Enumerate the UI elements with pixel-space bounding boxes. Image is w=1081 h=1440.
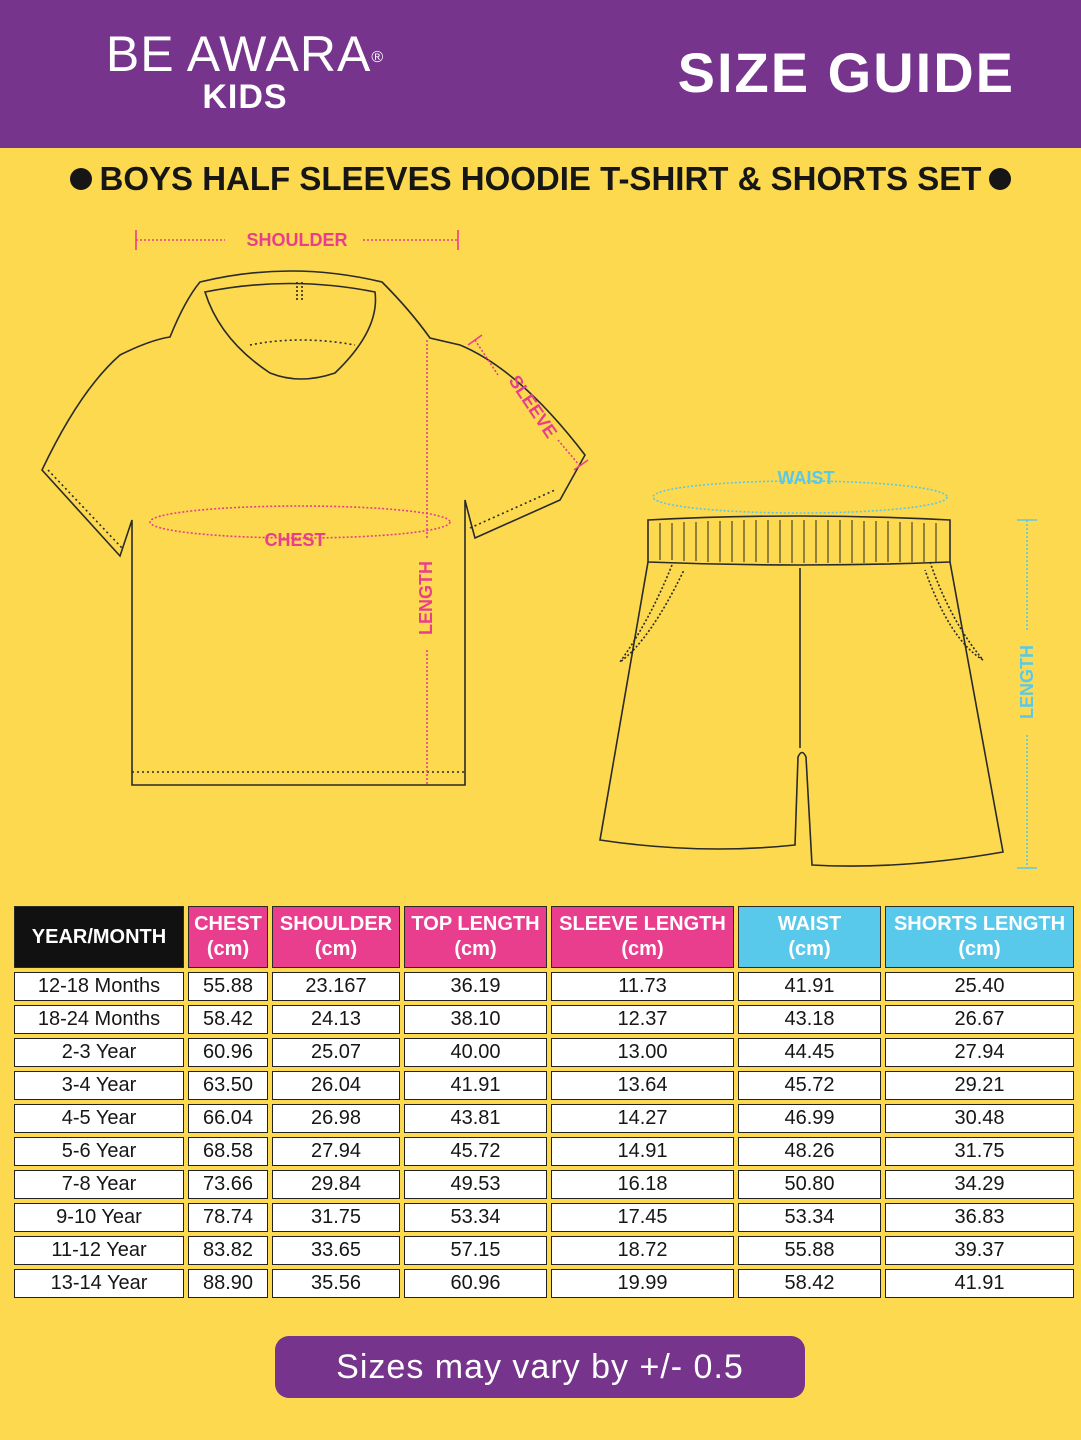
measurement-cell: 13.00 — [551, 1038, 734, 1067]
measurement-cell: 27.94 — [885, 1038, 1074, 1067]
brand-logo — [60, 28, 430, 114]
measurement-cell: 16.18 — [551, 1170, 734, 1199]
measurement-cell: 31.75 — [885, 1137, 1074, 1166]
hoodie-outline — [42, 271, 585, 785]
header-chest: CHEST (cm) — [188, 906, 268, 968]
table-row — [14, 1005, 1074, 1034]
measurement-cell: 38.10 — [404, 1005, 547, 1034]
top-length-label: LENGTH — [416, 561, 436, 635]
measurement-cell: 29.84 — [272, 1170, 400, 1199]
size-label-cell: 2-3 Year — [14, 1038, 184, 1067]
waistband-ribbing — [660, 520, 936, 563]
measurement-cell: 24.13 — [272, 1005, 400, 1034]
header-year-month: YEAR/MONTH — [14, 906, 184, 968]
measurement-cell: 58.42 — [188, 1005, 268, 1034]
measurement-cell: 50.80 — [738, 1170, 881, 1199]
measurement-cell: 31.75 — [272, 1203, 400, 1232]
shoulder-label: SHOULDER — [246, 230, 348, 250]
measurement-cell: 35.56 — [272, 1269, 400, 1298]
measurement-cell: 14.27 — [551, 1104, 734, 1133]
table-row — [14, 1071, 1074, 1100]
garment-diagram — [0, 210, 1081, 890]
measurement-cell: 33.65 — [272, 1236, 400, 1265]
measurement-cell: 60.96 — [188, 1038, 268, 1067]
table-row — [14, 1170, 1074, 1199]
page-title: SIZE GUIDE — [677, 41, 1015, 104]
measurement-cell: 14.91 — [551, 1137, 734, 1166]
measurement-cell: 26.04 — [272, 1071, 400, 1100]
measurement-cell: 49.53 — [404, 1170, 547, 1199]
header-waist: WAIST (cm) — [738, 906, 881, 968]
header-banner — [0, 0, 1081, 148]
header-shoulder: SHOULDER (cm) — [272, 906, 400, 968]
measurement-cell: 53.34 — [738, 1203, 881, 1232]
shorts-outline — [600, 516, 1003, 866]
table-row — [14, 1236, 1074, 1265]
table-row — [14, 1104, 1074, 1133]
measurement-cell: 11.73 — [551, 972, 734, 1001]
measurement-cell: 40.00 — [404, 1038, 547, 1067]
measurement-cell: 83.82 — [188, 1236, 268, 1265]
measurement-cell: 45.72 — [404, 1137, 547, 1166]
measurement-cell: 30.48 — [885, 1104, 1074, 1133]
size-label-cell: 7-8 Year — [14, 1170, 184, 1199]
table-row — [14, 972, 1074, 1001]
measurement-cell: 45.72 — [738, 1071, 881, 1100]
measurement-cell: 17.45 — [551, 1203, 734, 1232]
measurement-cell: 23.167 — [272, 972, 400, 1001]
measurement-cell: 12.37 — [551, 1005, 734, 1034]
size-label-cell: 4-5 Year — [14, 1104, 184, 1133]
measurement-cell: 44.45 — [738, 1038, 881, 1067]
measurement-cell: 55.88 — [188, 972, 268, 1001]
subtitle-text: BOYS HALF SLEEVES HOODIE T-SHIRT & SHORTS SET — [99, 160, 982, 197]
size-label-cell: 13-14 Year — [14, 1269, 184, 1298]
shorts-measure-lines — [653, 481, 1037, 868]
header-top-length: TOP LENGTH (cm) — [404, 906, 547, 968]
measurement-cell: 18.72 — [551, 1236, 734, 1265]
measurement-cell: 29.21 — [885, 1071, 1074, 1100]
measurement-cell: 41.91 — [885, 1269, 1074, 1298]
measurement-cell: 25.07 — [272, 1038, 400, 1067]
hoodie-measure-lines — [136, 230, 588, 785]
size-label-cell: 18-24 Months — [14, 1005, 184, 1034]
registered-mark: ® — [371, 49, 385, 66]
measurement-cell: 63.50 — [188, 1071, 268, 1100]
table-row — [14, 1203, 1074, 1232]
size-table-container — [10, 902, 1078, 1302]
size-table-body — [14, 972, 1074, 1298]
measurement-cell: 66.04 — [188, 1104, 268, 1133]
table-row — [14, 1269, 1074, 1298]
bullet-dot-left — [70, 168, 92, 190]
measurement-cell: 60.96 — [404, 1269, 547, 1298]
tolerance-note: Sizes may vary by +/- 0.5 — [275, 1336, 805, 1398]
shorts-length-label: LENGTH — [1017, 645, 1037, 719]
size-table — [10, 902, 1078, 1302]
measurement-cell: 27.94 — [272, 1137, 400, 1166]
measurement-cell: 36.19 — [404, 972, 547, 1001]
measurement-cell: 68.58 — [188, 1137, 268, 1166]
size-label-cell: 11-12 Year — [14, 1236, 184, 1265]
size-label-cell: 9-10 Year — [14, 1203, 184, 1232]
chest-label: CHEST — [264, 530, 326, 550]
sleeve-label: SLEEVE — [504, 371, 562, 442]
measurement-cell: 26.67 — [885, 1005, 1074, 1034]
measurement-cell: 43.81 — [404, 1104, 547, 1133]
product-subtitle — [0, 160, 1081, 198]
measurement-cell: 34.29 — [885, 1170, 1074, 1199]
waist-label: WAIST — [777, 468, 835, 488]
measurement-cell: 57.15 — [404, 1236, 547, 1265]
measurement-cell: 25.40 — [885, 972, 1074, 1001]
header-sleeve-length: SLEEVE LENGTH (cm) — [551, 906, 734, 968]
measurement-cell: 78.74 — [188, 1203, 268, 1232]
measurement-cell: 58.42 — [738, 1269, 881, 1298]
measurement-cell: 13.64 — [551, 1071, 734, 1100]
brand-name: BE AWARA — [105, 26, 372, 82]
measurement-cell: 26.98 — [272, 1104, 400, 1133]
measurement-cell: 48.26 — [738, 1137, 881, 1166]
size-label-cell: 3-4 Year — [14, 1071, 184, 1100]
measurement-cell: 41.91 — [738, 972, 881, 1001]
table-header-row — [14, 906, 1074, 968]
bullet-dot-right — [989, 168, 1011, 190]
measurement-cell: 73.66 — [188, 1170, 268, 1199]
measurement-cell: 46.99 — [738, 1104, 881, 1133]
measurement-cell: 53.34 — [404, 1203, 547, 1232]
brand-sub: KIDS — [202, 78, 288, 116]
measurement-cell: 55.88 — [738, 1236, 881, 1265]
size-label-cell: 5-6 Year — [14, 1137, 184, 1166]
measurement-cell: 36.83 — [885, 1203, 1074, 1232]
measurement-cell: 88.90 — [188, 1269, 268, 1298]
header-shorts-length: SHORTS LENGTH (cm) — [885, 906, 1074, 968]
measurement-cell: 19.99 — [551, 1269, 734, 1298]
measurement-cell: 41.91 — [404, 1071, 547, 1100]
measurement-cell: 39.37 — [885, 1236, 1074, 1265]
size-label-cell: 12-18 Months — [14, 972, 184, 1001]
table-row — [14, 1137, 1074, 1166]
measurement-cell: 43.18 — [738, 1005, 881, 1034]
table-row — [14, 1038, 1074, 1067]
